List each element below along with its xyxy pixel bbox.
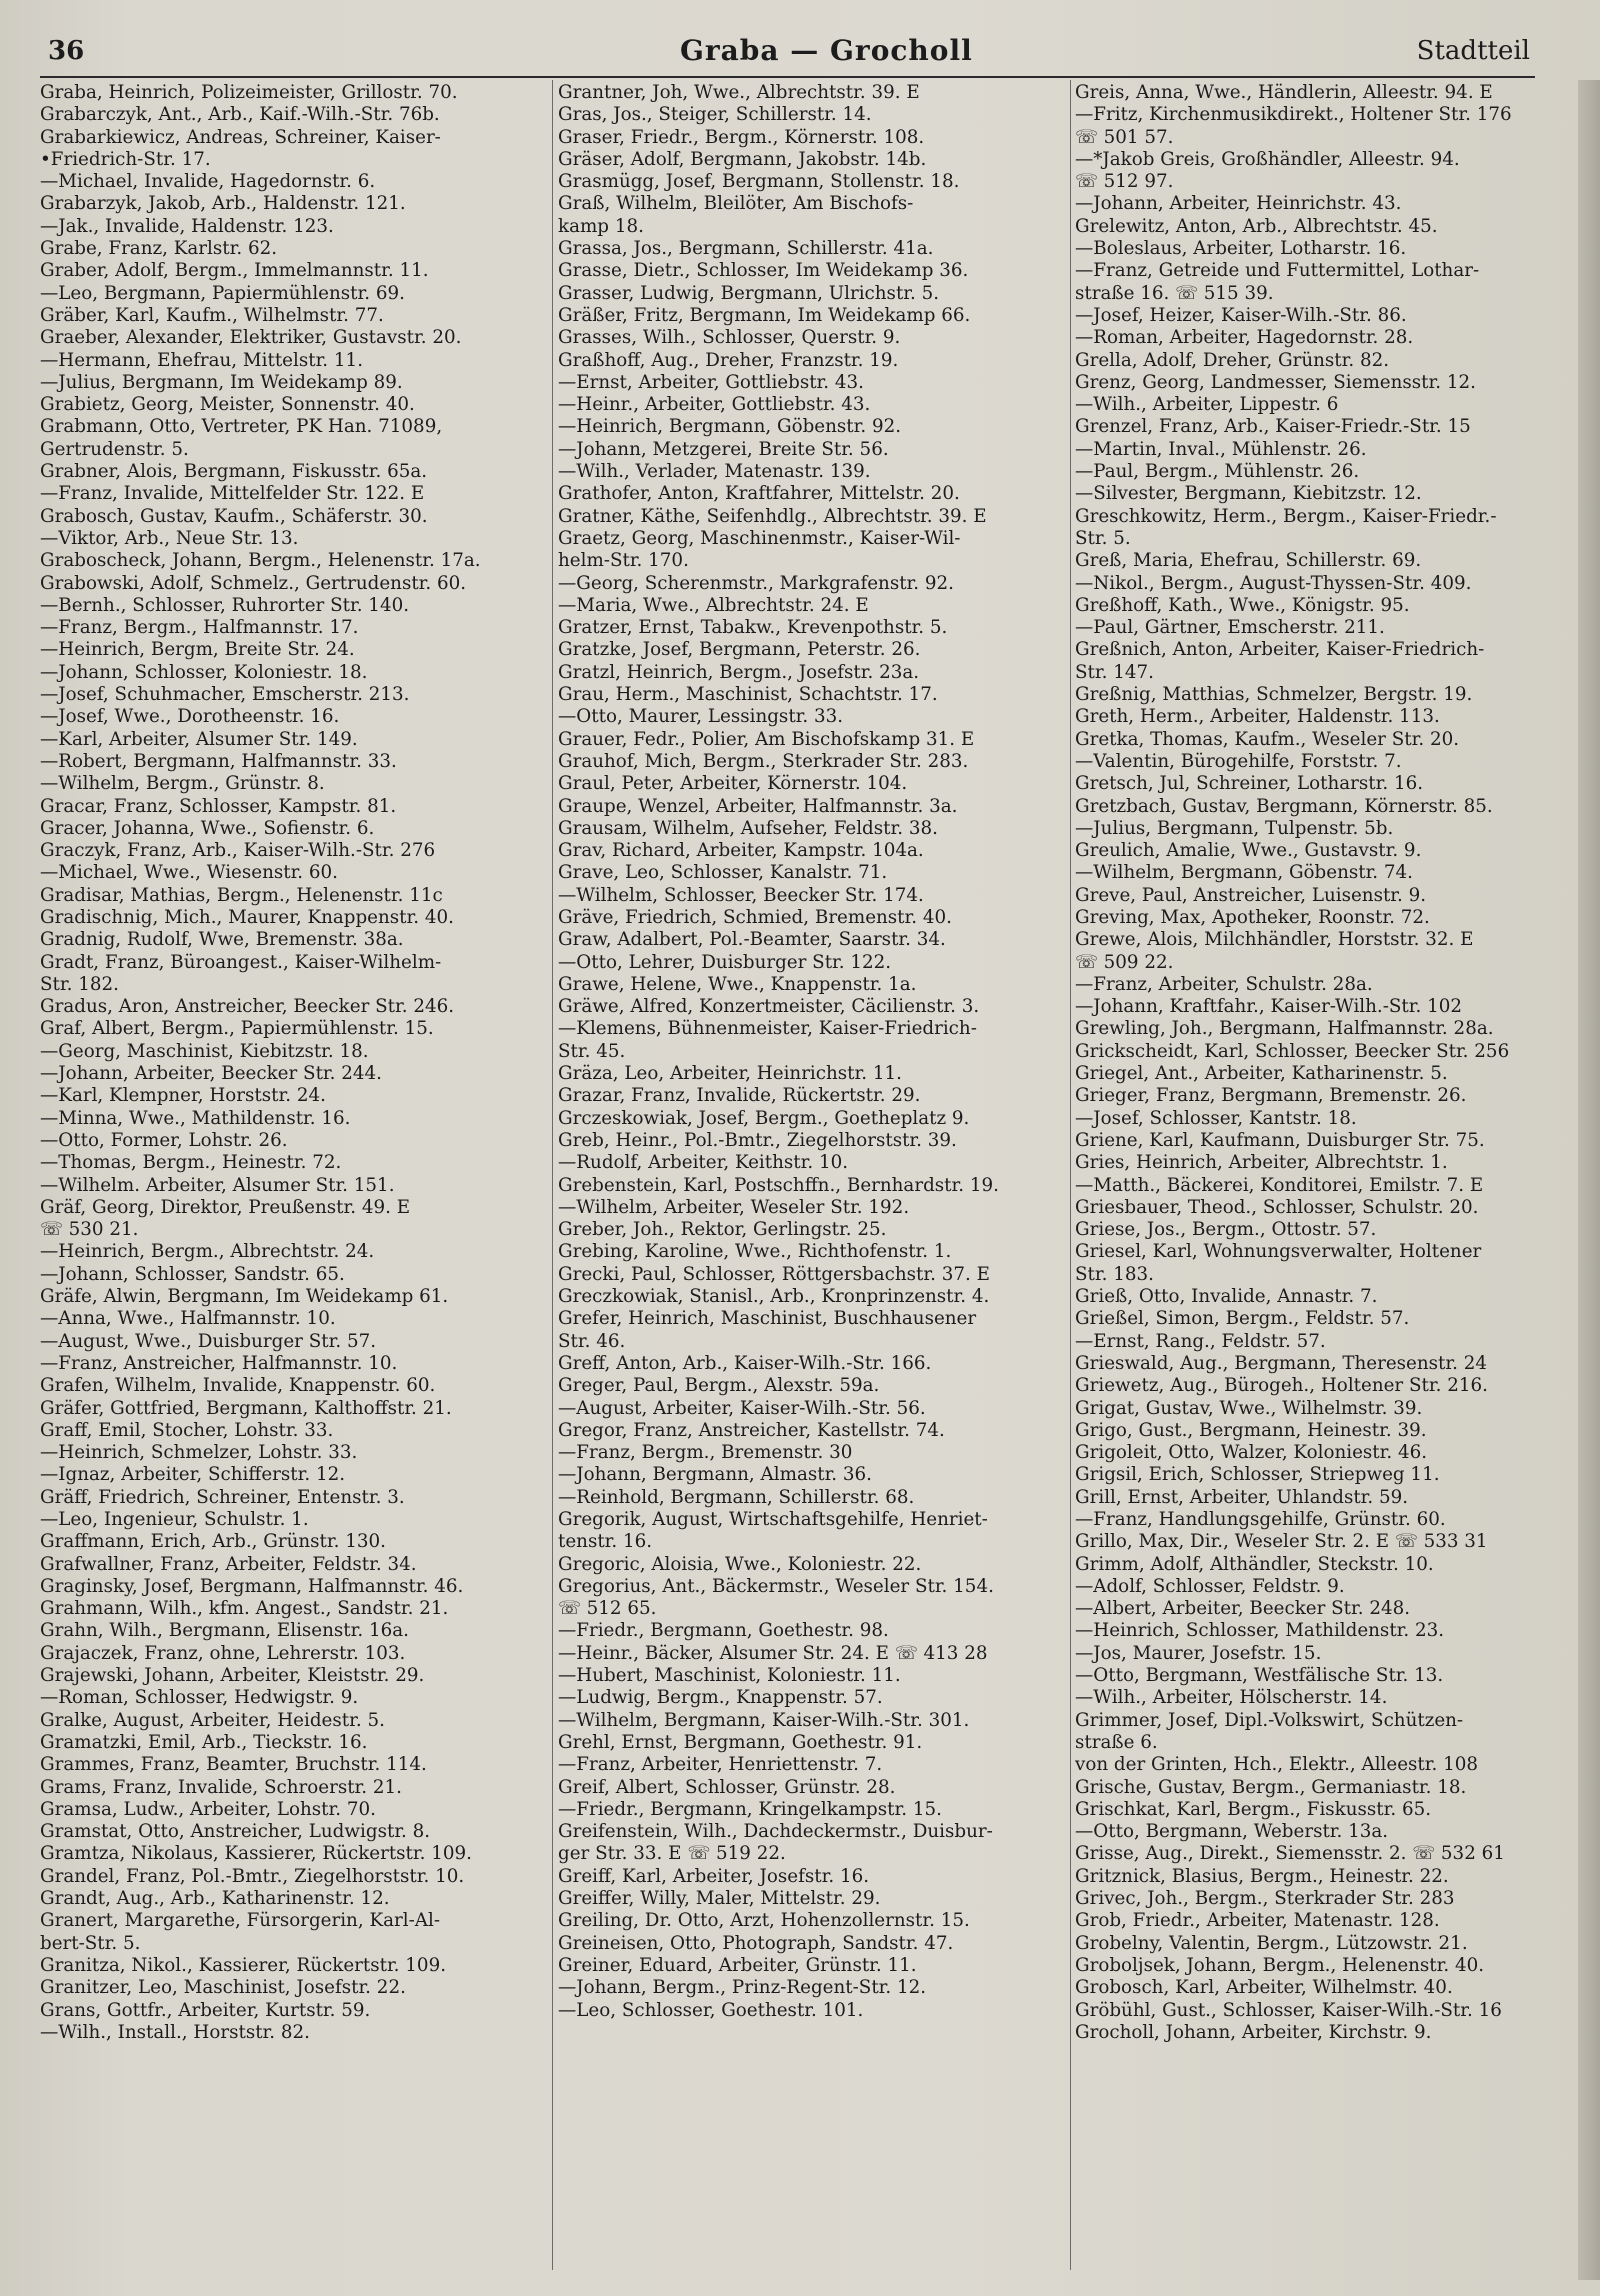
directory-entry: Greiner, Eduard, Arbeiter, Grünstr. 11.	[558, 1954, 917, 1976]
directory-entry: —Ernst, Rang., Feldstr. 57.	[1075, 1330, 1326, 1352]
directory-entry: Grill, Ernst, Arbeiter, Uhlandstr. 59.	[1075, 1486, 1409, 1508]
directory-entry: Grathofer, Anton, Kraftfahrer, Mittelstr. 20.	[558, 483, 960, 505]
directory-entry: Gräff, Friedrich, Schreiner, Entenstr. 3.	[40, 1486, 405, 1508]
directory-entry: Grehl, Ernst, Bergmann, Goethestr. 91.	[558, 1731, 923, 1753]
directory-entry: —Minna, Wwe., Mathildenstr. 16.	[40, 1107, 351, 1129]
directory-entry: —Wilh., Install., Horststr. 82.	[40, 2021, 310, 2043]
directory-entry: —Valentin, Bürogehilfe, Forststr. 7.	[1075, 750, 1402, 772]
directory-entry: ☏ 509 22.	[1075, 951, 1174, 973]
directory-entry: —Wilh., Arbeiter, Hölscherstr. 14.	[1075, 1687, 1388, 1709]
directory-entry: Greß, Maria, Ehefrau, Schillerstr. 69.	[1075, 550, 1422, 572]
directory-entry: Griegel, Ant., Arbeiter, Katharinenstr. 5.	[1075, 1063, 1448, 1085]
directory-entry: Grische, Gustav, Bergm., Germaniastr. 18.	[1075, 1776, 1467, 1798]
directory-entry: Gracar, Franz, Schlosser, Kampstr. 81.	[40, 795, 397, 817]
directory-entry: Grauhof, Mich, Bergm., Sterkrader Str. 283.	[558, 750, 969, 772]
directory-entry: Graser, Friedr., Bergm., Körnerstr. 108.	[558, 126, 925, 148]
directory-entry: —Johann, Bergmann, Almastr. 36.	[558, 1464, 872, 1486]
directory-entry: Grießel, Simon, Bergm., Feldstr. 57.	[1075, 1308, 1410, 1330]
directory-entry: Grebing, Karoline, Wwe., Richthofenstr. 1.	[558, 1241, 952, 1263]
directory-entry: Graffmann, Erich, Arb., Grünstr. 130.	[40, 1531, 386, 1553]
directory-entry: —Anna, Wwe., Halfmannstr. 10.	[40, 1308, 336, 1330]
directory-entry: Grau, Herm., Maschinist, Schachtstr. 17.	[558, 684, 938, 706]
directory-entry: Gregorius, Ant., Bäckermstr., Weseler Str. 154.	[558, 1575, 994, 1597]
directory-entry: ☏ 512 65.	[558, 1598, 657, 1620]
directory-entry: Grasses, Wilh., Schlosser, Querstr. 9.	[558, 327, 901, 349]
directory-entry: ger Str. 33. E ☏ 519 22.	[558, 1843, 786, 1865]
directory-entry: Griene, Karl, Kaufmann, Duisburger Str. 75.	[1075, 1129, 1485, 1151]
directory-entry: Str. 147.	[1075, 661, 1154, 683]
directory-entry: —Johann, Arbeiter, Beecker Str. 244.	[40, 1063, 382, 1085]
directory-entry: Greiff, Karl, Arbeiter, Josefstr. 16.	[558, 1865, 870, 1887]
directory-entry: straße 6.	[1075, 1731, 1158, 1753]
directory-entry: Gratzl, Heinrich, Bergm., Josefstr. 23a.	[558, 661, 920, 683]
directory-entry: Grafen, Wilhelm, Invalide, Knappenstr. 60.	[40, 1375, 436, 1397]
directory-entry: Grefer, Heinrich, Maschinist, Buschhausener	[558, 1308, 977, 1330]
directory-entry: Grawe, Helene, Wwe., Knappenstr. 1a.	[558, 973, 917, 995]
directory-entry: —Reinhold, Bergmann, Schillerstr. 68.	[558, 1486, 915, 1508]
directory-entry: Greßhoff, Kath., Wwe., Königstr. 95.	[1075, 594, 1410, 616]
directory-entry: Graboscheck, Johann, Bergm., Helenenstr. 17a.	[40, 550, 481, 572]
directory-entry: Grausam, Wilhelm, Aufseher, Feldstr. 38.	[558, 817, 938, 839]
directory-entry: —Nikol., Bergm., August-Thyssen-Str. 409.	[1075, 572, 1472, 594]
directory-entry: Grabmann, Otto, Vertreter, PK Han. 71089,	[40, 416, 443, 438]
directory-entry: Grabarczyk, Ant., Arb., Kaif.-Wilh.-Str. 76b.	[40, 104, 440, 126]
directory-entry: Gräfe, Alwin, Bergmann, Im Weidekamp 61.	[40, 1286, 449, 1308]
directory-entry: Grickscheidt, Karl, Schlosser, Beecker Str. 256	[1075, 1040, 1510, 1062]
directory-entry: Grenzel, Franz, Arb., Kaiser-Friedr.-Str. 15	[1075, 416, 1471, 438]
directory-entry: Graba, Heinrich, Polizeimeister, Grillostr. 70.	[40, 82, 458, 103]
directory-entry: Grabe, Franz, Karlstr. 62.	[40, 238, 278, 260]
directory-entry: —Franz, Getreide und Futtermittel, Lothar-	[1075, 260, 1480, 282]
directory-entry: Greff, Anton, Arb., Kaiser-Wilh.-Str. 166.	[558, 1352, 932, 1374]
directory-entry: Str. 183.	[1075, 1263, 1154, 1285]
directory-entry: —Otto, Former, Lohstr. 26.	[40, 1129, 288, 1151]
directory-entry: Grasser, Ludwig, Bergmann, Ulrichstr. 5.	[558, 282, 940, 304]
directory-entry: —Johann, Metzgerei, Breite Str. 56.	[558, 438, 889, 460]
directory-entry: Greving, Max, Apotheker, Roonstr. 72.	[1075, 906, 1430, 928]
directory-entry: Str. 45.	[558, 1040, 626, 1062]
directory-entry: Gras, Jos., Steiger, Schillerstr. 14.	[558, 104, 872, 126]
directory-entry: —Wilhelm, Arbeiter, Weseler Str. 192.	[558, 1196, 910, 1218]
directory-entry: —Ernst, Arbeiter, Gottliebstr. 43.	[558, 371, 864, 393]
directory-entry: Grigsil, Erich, Schlosser, Striepweg 11.	[1075, 1464, 1440, 1486]
directory-entry: Granitza, Nikol., Kassierer, Rückertstr. 109.	[40, 1954, 447, 1976]
directory-entry: Grazar, Franz, Invalide, Rückertstr. 29.	[558, 1085, 921, 1107]
directory-entry: Grobelny, Valentin, Bergm., Lützowstr. 21.	[1075, 1932, 1468, 1954]
directory-entry: Gregor, Franz, Anstreicher, Kastellstr. 74.	[558, 1419, 945, 1441]
directory-entry: —Wilhelm, Bergmann, Kaiser-Wilh.-Str. 301.	[558, 1709, 970, 1731]
directory-entry: Gräve, Friedrich, Schmied, Bremenstr. 40.	[558, 906, 952, 928]
directory-entry: —Michael, Invalide, Hagedornstr. 6.	[40, 171, 376, 193]
directory-entry: —Maria, Wwe., Albrechtstr. 24. E	[558, 594, 869, 616]
directory-entry: Gregoric, Aloisia, Wwe., Koloniestr. 22.	[558, 1553, 922, 1575]
directory-entry: Gritznick, Blasius, Bergm., Heinestr. 22.	[1075, 1865, 1449, 1887]
directory-entry: —Heinr., Bäcker, Alsumer Str. 24. E ☏ 413 28	[558, 1642, 988, 1664]
directory-entry: —Fritz, Kirchenmusikdirekt., Holtener Str. 176	[1075, 104, 1512, 126]
directory-entry: Grob, Friedr., Arbeiter, Matenastr. 128.	[1075, 1910, 1440, 1932]
directory-entry: —Wilhelm. Arbeiter, Alsumer Str. 151.	[40, 1174, 395, 1196]
directory-entry: —Heinrich, Schmelzer, Lohstr. 33.	[40, 1442, 358, 1464]
directory-entry: Graetz, Georg, Maschinenmstr., Kaiser-Wil-	[558, 527, 961, 549]
directory-entry: Groboljsek, Johann, Bergm., Helenenstr. 40.	[1075, 1954, 1485, 1976]
directory-entry: Greczkowiak, Stanisl., Arb., Kronprinzenstr. 4.	[558, 1286, 990, 1308]
directory-entry: Gradt, Franz, Büroangest., Kaiser-Wilhelm-	[40, 951, 442, 973]
directory-entry: —Wilh., Arbeiter, Lippestr. 6	[1075, 394, 1339, 416]
directory-entry: Graßhoff, Aug., Dreher, Franzstr. 19.	[558, 349, 899, 371]
directory-entry: —Thomas, Bergm., Heinestr. 72.	[40, 1152, 342, 1174]
directory-entry: Graeber, Alexander, Elektriker, Gustavstr. 20.	[40, 327, 462, 349]
directory-entry: —Josef, Schuhmacher, Emscherstr. 213.	[40, 684, 410, 706]
directory-entry: Griewetz, Aug., Bürogeh., Holtener Str. 216.	[1075, 1375, 1488, 1397]
directory-entry: Griesel, Karl, Wohnungsverwalter, Holtener	[1075, 1241, 1482, 1263]
directory-entry: —Otto, Lehrer, Duisburger Str. 122.	[558, 951, 892, 973]
directory-entry: —Johann, Arbeiter, Heinrichstr. 43.	[1075, 193, 1402, 215]
directory-entry: —Franz, Arbeiter, Schulstr. 28a.	[1075, 973, 1373, 995]
directory-entry: —Julius, Bergmann, Im Weidekamp 89.	[40, 371, 403, 393]
directory-entry: Greiffer, Willy, Maler, Mittelstr. 29.	[558, 1888, 881, 1910]
directory-entry: Grebenstein, Karl, Postschffn., Bernhardstr. 19.	[558, 1174, 999, 1196]
directory-entry: Gracer, Johanna, Wwe., Sofienstr. 6.	[40, 817, 375, 839]
directory-entry: —Albert, Arbeiter, Beecker Str. 248.	[1075, 1598, 1411, 1620]
directory-entry: Graupe, Wenzel, Arbeiter, Halfmannstr. 3a.	[558, 795, 958, 817]
directory-entry: —Silvester, Bergmann, Kiebitzstr. 12.	[1075, 483, 1422, 505]
directory-entry: Grandel, Franz, Pol.-Bmtr., Ziegelhorststr. 10.	[40, 1865, 465, 1887]
directory-entry: Grimm, Adolf, Althändler, Steckstr. 10.	[1075, 1553, 1434, 1575]
directory-entry: Gradisar, Mathias, Bergm., Helenenstr. 11c	[40, 884, 443, 906]
directory-entry: —Michael, Wwe., Wiesenstr. 60.	[40, 862, 338, 884]
directory-entry: —Roman, Arbeiter, Hagedornstr. 28.	[1075, 327, 1414, 349]
directory-entry: Str. 5.	[1075, 527, 1131, 549]
directory-entry: Greif, Albert, Schlosser, Grünstr. 28.	[558, 1776, 896, 1798]
directory-entry: —Josef, Heizer, Kaiser-Wilh.-Str. 86.	[1075, 304, 1407, 326]
directory-entry: —Hubert, Maschinist, Koloniestr. 11.	[558, 1665, 901, 1687]
directory-entry: —Otto, Bergmann, Westfälische Str. 13.	[1075, 1665, 1444, 1687]
directory-entry: Grivec, Joh., Bergm., Sterkrader Str. 283	[1075, 1888, 1455, 1910]
directory-entry: Graber, Adolf, Bergm., Immelmannstr. 11.	[40, 260, 429, 282]
directory-entry: Gralke, August, Arbeiter, Heidestr. 5.	[40, 1709, 385, 1731]
directory-entry: —Hermann, Ehefrau, Mittelstr. 11.	[40, 349, 364, 371]
column-3	[1075, 82, 1575, 2044]
directory-entry: —Leo, Ingenieur, Schulstr. 1.	[40, 1509, 309, 1530]
directory-entry: —*Jakob Greis, Großhändler, Alleestr. 94.	[1075, 148, 1460, 170]
directory-entry: —Wilhelm, Bergmann, Göbenstr. 74.	[1075, 862, 1413, 884]
directory-entry: Grammes, Franz, Beamter, Bruchstr. 114.	[40, 1754, 427, 1776]
directory-entry: Gradus, Aron, Anstreicher, Beecker Str. 246.	[40, 996, 455, 1018]
section-label: Stadtteil	[1416, 36, 1530, 66]
directory-entry: Grajaczek, Franz, ohne, Lehrerstr. 103.	[40, 1642, 406, 1664]
directory-entry: Gräßer, Fritz, Bergmann, Im Weidekamp 66.	[558, 304, 971, 326]
directory-entry: Gräfer, Gottfried, Bergmann, Kalthoffstr. 21.	[40, 1397, 452, 1419]
directory-entry: Gratzer, Ernst, Tabakw., Krevenpothstr. 5.	[558, 617, 948, 639]
directory-entry: —Josef, Wwe., Dorotheenstr. 16.	[40, 706, 340, 728]
directory-entry: Gräser, Adolf, Bergmann, Jakobstr. 14b.	[558, 148, 927, 170]
directory-entry: Grassa, Jos., Bergmann, Schillerstr. 41a.	[558, 238, 934, 260]
directory-entry: —Georg, Maschinist, Kiebitzstr. 18.	[40, 1040, 369, 1062]
directory-entry: —Heinrich, Bergm., Albrechtstr. 24.	[40, 1241, 375, 1263]
directory-entry: ☏ 512 97.	[1075, 171, 1174, 193]
directory-entry: —Franz, Handlungsgehilfe, Grünstr. 60.	[1075, 1509, 1446, 1530]
directory-entry: Grigat, Gustav, Wwe., Wilhelmstr. 39.	[1075, 1397, 1423, 1419]
directory-entry: —Friedr., Bergmann, Goethestr. 98.	[558, 1620, 889, 1642]
directory-entry: Grams, Franz, Invalide, Schroerstr. 21.	[40, 1776, 402, 1798]
directory-entry: Grave, Leo, Schlosser, Kanalstr. 71.	[558, 862, 888, 884]
directory-entry: —Leo, Schlosser, Goethestr. 101.	[558, 1999, 864, 2021]
directory-entry: straße 16. ☏ 515 39.	[1075, 282, 1274, 304]
directory-entry: Grocholl, Johann, Arbeiter, Kirchstr. 9.	[1075, 2021, 1432, 2043]
directory-entry: Graczyk, Franz, Arb., Kaiser-Wilh.-Str. 276	[40, 840, 436, 862]
directory-entry: —Karl, Klempner, Horststr. 24.	[40, 1085, 326, 1107]
directory-entry: —Robert, Bergmann, Halfmannstr. 33.	[40, 750, 397, 772]
directory-entry: Grauer, Fedr., Polier, Am Bischofskamp 31. E	[558, 728, 975, 750]
column-2	[558, 82, 1068, 2022]
directory-entry: Gretsch, Jul, Schreiner, Lotharstr. 16.	[1075, 773, 1424, 795]
directory-entry: bert-Str. 5.	[40, 1932, 141, 1954]
directory-entry: Gertrudenstr. 5.	[40, 438, 189, 460]
directory-entry: Gretzbach, Gustav, Bergmann, Körnerstr. 85.	[1075, 795, 1493, 817]
directory-entry: —Franz, Invalide, Mittelfelder Str. 122. E	[40, 483, 425, 505]
directory-entry: Gramtza, Nikolaus, Kassierer, Rückertstr. 109.	[40, 1843, 472, 1865]
directory-entry: —Johann, Bergm., Prinz-Regent-Str. 12.	[558, 1977, 927, 1999]
directory-entry: —Heinr., Arbeiter, Gottliebstr. 43.	[558, 394, 871, 416]
directory-entry: —Friedr., Bergmann, Kringelkampstr. 15.	[558, 1798, 942, 1820]
directory-entry: Greve, Paul, Anstreicher, Luisenstr. 9.	[1075, 884, 1427, 906]
directory-entry: Grafwallner, Franz, Arbeiter, Feldstr. 34.	[40, 1553, 417, 1575]
directory-entry: Grasmügg, Josef, Bergmann, Stollenstr. 18.	[558, 171, 960, 193]
directory-entry: —August, Arbeiter, Kaiser-Wilh.-Str. 56.	[558, 1397, 926, 1419]
directory-entry: Grella, Adolf, Dreher, Grünstr. 82.	[1075, 349, 1390, 371]
directory-entry: Gratzke, Josef, Bergmann, Peterstr. 26.	[558, 639, 921, 661]
directory-entry: Grenz, Georg, Landmesser, Siemensstr. 12.	[1075, 371, 1476, 393]
directory-entry: —Franz, Bergm., Halfmannstr. 17.	[40, 617, 359, 639]
directory-entry: Str. 182.	[40, 973, 119, 995]
directory-entry: —Bernh., Schlosser, Ruhrorter Str. 140.	[40, 594, 410, 616]
directory-entry: —Klemens, Bühnenmeister, Kaiser-Friedrich-	[558, 1018, 977, 1040]
directory-entry: Greber, Joh., Rektor, Gerlingstr. 25.	[558, 1219, 887, 1241]
directory-entry: Greifenstein, Wilh., Dachdeckermstr., Duisbur-	[558, 1821, 993, 1843]
directory-entry: —Adolf, Schlosser, Feldstr. 9.	[1075, 1575, 1345, 1597]
directory-entry: —Heinrich, Bergm, Breite Str. 24.	[40, 639, 355, 661]
directory-entry: Grieger, Franz, Bergmann, Bremenstr. 26.	[1075, 1085, 1467, 1107]
directory-entry: Greulich, Amalie, Wwe., Gustavstr. 9.	[1075, 840, 1422, 862]
directory-entry: Grecki, Paul, Schlosser, Röttgersbachstr. 37. E	[558, 1263, 990, 1285]
directory-entry: —Heinrich, Bergmann, Göbenstr. 92.	[558, 416, 902, 438]
directory-entry: —Viktor, Arb., Neue Str. 13.	[40, 527, 299, 549]
directory-entry: Grandt, Aug., Arb., Katharinenstr. 12.	[40, 1888, 390, 1910]
directory-entry: Griese, Jos., Bergm., Ottostr. 57.	[1075, 1219, 1377, 1241]
directory-entry: ☏ 501 57.	[1075, 126, 1174, 148]
directory-entry: Graß, Wilhelm, Bleilöter, Am Bischofs-	[558, 193, 914, 215]
directory-entry: •Friedrich-Str. 17.	[40, 148, 211, 170]
directory-entry: Greiling, Dr. Otto, Arzt, Hohenzollernstr. 15.	[558, 1910, 970, 1932]
directory-entry: Graw, Adalbert, Pol.-Beamter, Saarstr. 34.	[558, 929, 946, 951]
directory-entry: —Julius, Bergmann, Tulpenstr. 5b.	[1075, 817, 1394, 839]
directory-entry: Grabarkiewicz, Andreas, Schreiner, Kaiser-	[40, 126, 441, 148]
directory-entry: Gramatzki, Emil, Arb., Tieckstr. 16.	[40, 1731, 368, 1753]
directory-entry: Grabosch, Gustav, Kaufm., Schäferstr. 30.	[40, 505, 428, 527]
directory-entry: Gries, Heinrich, Arbeiter, Albrechtstr. 1.	[1075, 1152, 1448, 1174]
directory-entry: Grigo, Gust., Bergmann, Heinestr. 39.	[1075, 1419, 1427, 1441]
directory-entry: Grewe, Alois, Milchhändler, Horststr. 32. E	[1075, 929, 1474, 951]
directory-entry: Grabarzyk, Jakob, Arb., Haldenstr. 121.	[40, 193, 406, 215]
directory-entry: —Rudolf, Arbeiter, Keithstr. 10.	[558, 1152, 849, 1174]
directory-entry: Grabner, Alois, Bergmann, Fiskusstr. 65a.	[40, 461, 428, 483]
directory-entry: helm-Str. 170.	[558, 550, 689, 572]
header-rule	[40, 76, 1535, 78]
directory-entry: —Leo, Bergmann, Papiermühlenstr. 69.	[40, 282, 405, 304]
directory-entry: Grajewski, Johann, Arbeiter, Kleiststr. 29.	[40, 1665, 425, 1687]
column-divider	[1070, 80, 1071, 2270]
directory-entry: —Paul, Gärtner, Emscherstr. 211.	[1075, 617, 1385, 639]
directory-entry: Gräwe, Alfred, Konzertmeister, Cäcilienstr. 3.	[558, 996, 980, 1018]
directory-entry: —Franz, Arbeiter, Henriettenstr. 7.	[558, 1754, 883, 1776]
directory-entry: Grans, Gottfr., Arbeiter, Kurtstr. 59.	[40, 1999, 371, 2021]
directory-entry: —Jos, Maurer, Josefstr. 15.	[1075, 1642, 1322, 1664]
directory-entry: tenstr. 16.	[558, 1531, 653, 1553]
column-divider	[552, 80, 553, 2270]
directory-entry: Greb, Heinr., Pol.-Bmtr., Ziegelhorststr. 39.	[558, 1129, 957, 1151]
directory-entry: Greßnig, Matthias, Schmelzer, Bergstr. 19.	[1075, 684, 1473, 706]
directory-entry: Grasse, Dietr., Schlosser, Im Weidekamp 36.	[558, 260, 969, 282]
directory-entry: Greis, Anna, Wwe., Händlerin, Alleestr. 94. E	[1075, 82, 1493, 103]
directory-entry: —Wilhelm, Schlosser, Beecker Str. 174.	[558, 884, 924, 906]
directory-entry: Grav, Richard, Arbeiter, Kampstr. 104a.	[558, 840, 924, 862]
directory-entry: Str. 46.	[558, 1330, 626, 1352]
directory-entry: Gräf, Georg, Direktor, Preußenstr. 49. E	[40, 1196, 411, 1218]
directory-entry: Gradischnig, Mich., Maurer, Knappenstr. 40.	[40, 906, 454, 928]
directory-entry: —Otto, Maurer, Lessingstr. 33.	[558, 706, 844, 728]
directory-entry: —Otto, Bergmann, Weberstr. 13a.	[1075, 1821, 1389, 1843]
directory-entry: Granitzer, Leo, Maschinist, Josefstr. 22.	[40, 1977, 406, 1999]
directory-entry: Gräber, Karl, Kaufm., Wilhelmstr. 77.	[40, 304, 384, 326]
page-number: 36	[48, 36, 85, 66]
directory-entry: Gräza, Leo, Arbeiter, Heinrichstr. 11.	[558, 1063, 902, 1085]
directory-entry: Greschkowitz, Herm., Bergm., Kaiser-Friedr.-	[1075, 505, 1497, 527]
directory-entry: Grczeskowiak, Josef, Bergm., Goetheplatz 9.	[558, 1107, 970, 1129]
directory-entry: —Johann, Schlosser, Sandstr. 65.	[40, 1263, 345, 1285]
directory-entry: Greineisen, Otto, Photograph, Sandstr. 47.	[558, 1932, 954, 1954]
page-title: Graba — Grocholl	[680, 34, 973, 67]
directory-entry: Gramstat, Otto, Anstreicher, Ludwigstr. 8.	[40, 1821, 431, 1843]
column-1	[40, 82, 550, 2044]
directory-entry: Granert, Margarethe, Fürsorgerin, Karl-Al-	[40, 1910, 440, 1932]
directory-entry: —Paul, Bergm., Mühlenstr. 26.	[1075, 461, 1360, 483]
directory-entry: Graginsky, Josef, Bergmann, Halfmannstr. 46.	[40, 1575, 464, 1597]
directory-entry: —Johann, Schlosser, Koloniestr. 18.	[40, 661, 368, 683]
directory-entry: —Ignaz, Arbeiter, Schifferstr. 12.	[40, 1464, 346, 1486]
directory-entry: —Wilhelm, Bergm., Grünstr. 8.	[40, 773, 325, 795]
directory-entry: von der Grinten, Hch., Elektr., Alleestr. 108	[1075, 1754, 1479, 1776]
directory-entry: Grantner, Joh, Wwe., Albrechtstr. 39. E	[558, 82, 920, 103]
directory-entry: —Heinrich, Schlosser, Mathildenstr. 23.	[1075, 1620, 1445, 1642]
directory-entry: —Wilh., Verlader, Matenastr. 139.	[558, 461, 871, 483]
directory-entry: Grieswald, Aug., Bergmann, Theresenstr. 24	[1075, 1352, 1487, 1374]
directory-entry: Grillo, Max, Dir., Weseler Str. 2. E ☏ 533 31	[1075, 1531, 1488, 1553]
directory-entry: Grischkat, Karl, Bergm., Fiskusstr. 65.	[1075, 1798, 1432, 1820]
directory-entry: Gramsa, Ludw., Arbeiter, Lohstr. 70.	[40, 1798, 376, 1820]
directory-entry: —Karl, Arbeiter, Alsumer Str. 149.	[40, 728, 358, 750]
directory-entry: —Martin, Inval., Mühlenstr. 26.	[1075, 438, 1367, 460]
directory-entry: —Boleslaus, Arbeiter, Lotharstr. 16.	[1075, 238, 1407, 260]
directory-entry: Gregorik, August, Wirtschaftsgehilfe, Henriet-	[558, 1509, 988, 1530]
directory-entry: Griesbauer, Theod., Schlosser, Schulstr. 20.	[1075, 1196, 1479, 1218]
directory-entry: —August, Wwe., Duisburger Str. 57.	[40, 1330, 377, 1352]
directory-entry: —Ludwig, Bergm., Knappenstr. 57.	[558, 1687, 883, 1709]
directory-entry: Graff, Emil, Stocher, Lohstr. 33.	[40, 1419, 334, 1441]
directory-entry: —Josef, Schlosser, Kantstr. 18.	[1075, 1107, 1357, 1129]
directory-entry: —Franz, Anstreicher, Halfmannstr. 10.	[40, 1352, 398, 1374]
directory-entry: Graul, Peter, Arbeiter, Körnerstr. 104.	[558, 773, 908, 795]
directory-entry: —Franz, Bergm., Bremenstr. 30	[558, 1442, 853, 1464]
directory-entry: kamp 18.	[558, 215, 644, 237]
directory-entry: Gratner, Käthe, Seifenhdlg., Albrechtstr. 39. E	[558, 505, 987, 527]
directory-entry: Greth, Herm., Arbeiter, Haldenstr. 113.	[1075, 706, 1440, 728]
directory-entry: —Johann, Kraftfahr., Kaiser-Wilh.-Str. 102	[1075, 996, 1463, 1018]
page-header	[40, 30, 1530, 74]
directory-entry: Gretka, Thomas, Kaufm., Weseler Str. 20.	[1075, 728, 1460, 750]
directory-entry: Graf, Albert, Bergm., Papiermühlenstr. 15.	[40, 1018, 434, 1040]
directory-entry: Grisse, Aug., Direkt., Siemensstr. 2. ☏ 532 61	[1075, 1843, 1505, 1865]
directory-entry: Greger, Paul, Bergm., Alexstr. 59a.	[558, 1375, 880, 1397]
directory-entry: —Georg, Scherenmstr., Markgrafenstr. 92.	[558, 572, 954, 594]
directory-entry: Grahmann, Wilh., kfm. Angest., Sandstr. 21.	[40, 1598, 449, 1620]
directory-entry: Grewling, Joh., Bergmann, Halfmannstr. 28a.	[1075, 1018, 1494, 1040]
directory-entry: Grieß, Otto, Invalide, Annastr. 7.	[1075, 1286, 1378, 1308]
directory-entry: —Jak., Invalide, Haldenstr. 123.	[40, 215, 334, 237]
directory-entry: Grahn, Wilh., Bergmann, Elisenstr. 16a.	[40, 1620, 409, 1642]
directory-entry: Grimmer, Josef, Dipl.-Volkswirt, Schützen-	[1075, 1709, 1464, 1731]
next-page-edge	[1578, 80, 1600, 2280]
directory-entry: Grabietz, Georg, Meister, Sonnenstr. 40.	[40, 394, 415, 416]
directory-entry: —Roman, Schlosser, Hedwigstr. 9.	[40, 1687, 359, 1709]
directory-entry: Gradnig, Rudolf, Wwe, Bremenstr. 38a.	[40, 929, 404, 951]
directory-entry: —Matth., Bäckerei, Konditorei, Emilstr. 7. E	[1075, 1174, 1484, 1196]
directory-entry: Grabowski, Adolf, Schmelz., Gertrudenstr. 60.	[40, 572, 467, 594]
directory-entry: ☏ 530 21.	[40, 1219, 139, 1241]
directory-entry: Gröbühl, Gust., Schlosser, Kaiser-Wilh.-Str. 16	[1075, 1999, 1502, 2021]
directory-entry: Greßnich, Anton, Arbeiter, Kaiser-Friedrich-	[1075, 639, 1485, 661]
directory-entry: Grobosch, Karl, Arbeiter, Wilhelmstr. 40.	[1075, 1977, 1453, 1999]
directory-entry: Grelewitz, Anton, Arb., Albrechtstr. 45.	[1075, 215, 1438, 237]
directory-entry: Grigoleit, Otto, Walzer, Koloniestr. 46.	[1075, 1442, 1428, 1464]
